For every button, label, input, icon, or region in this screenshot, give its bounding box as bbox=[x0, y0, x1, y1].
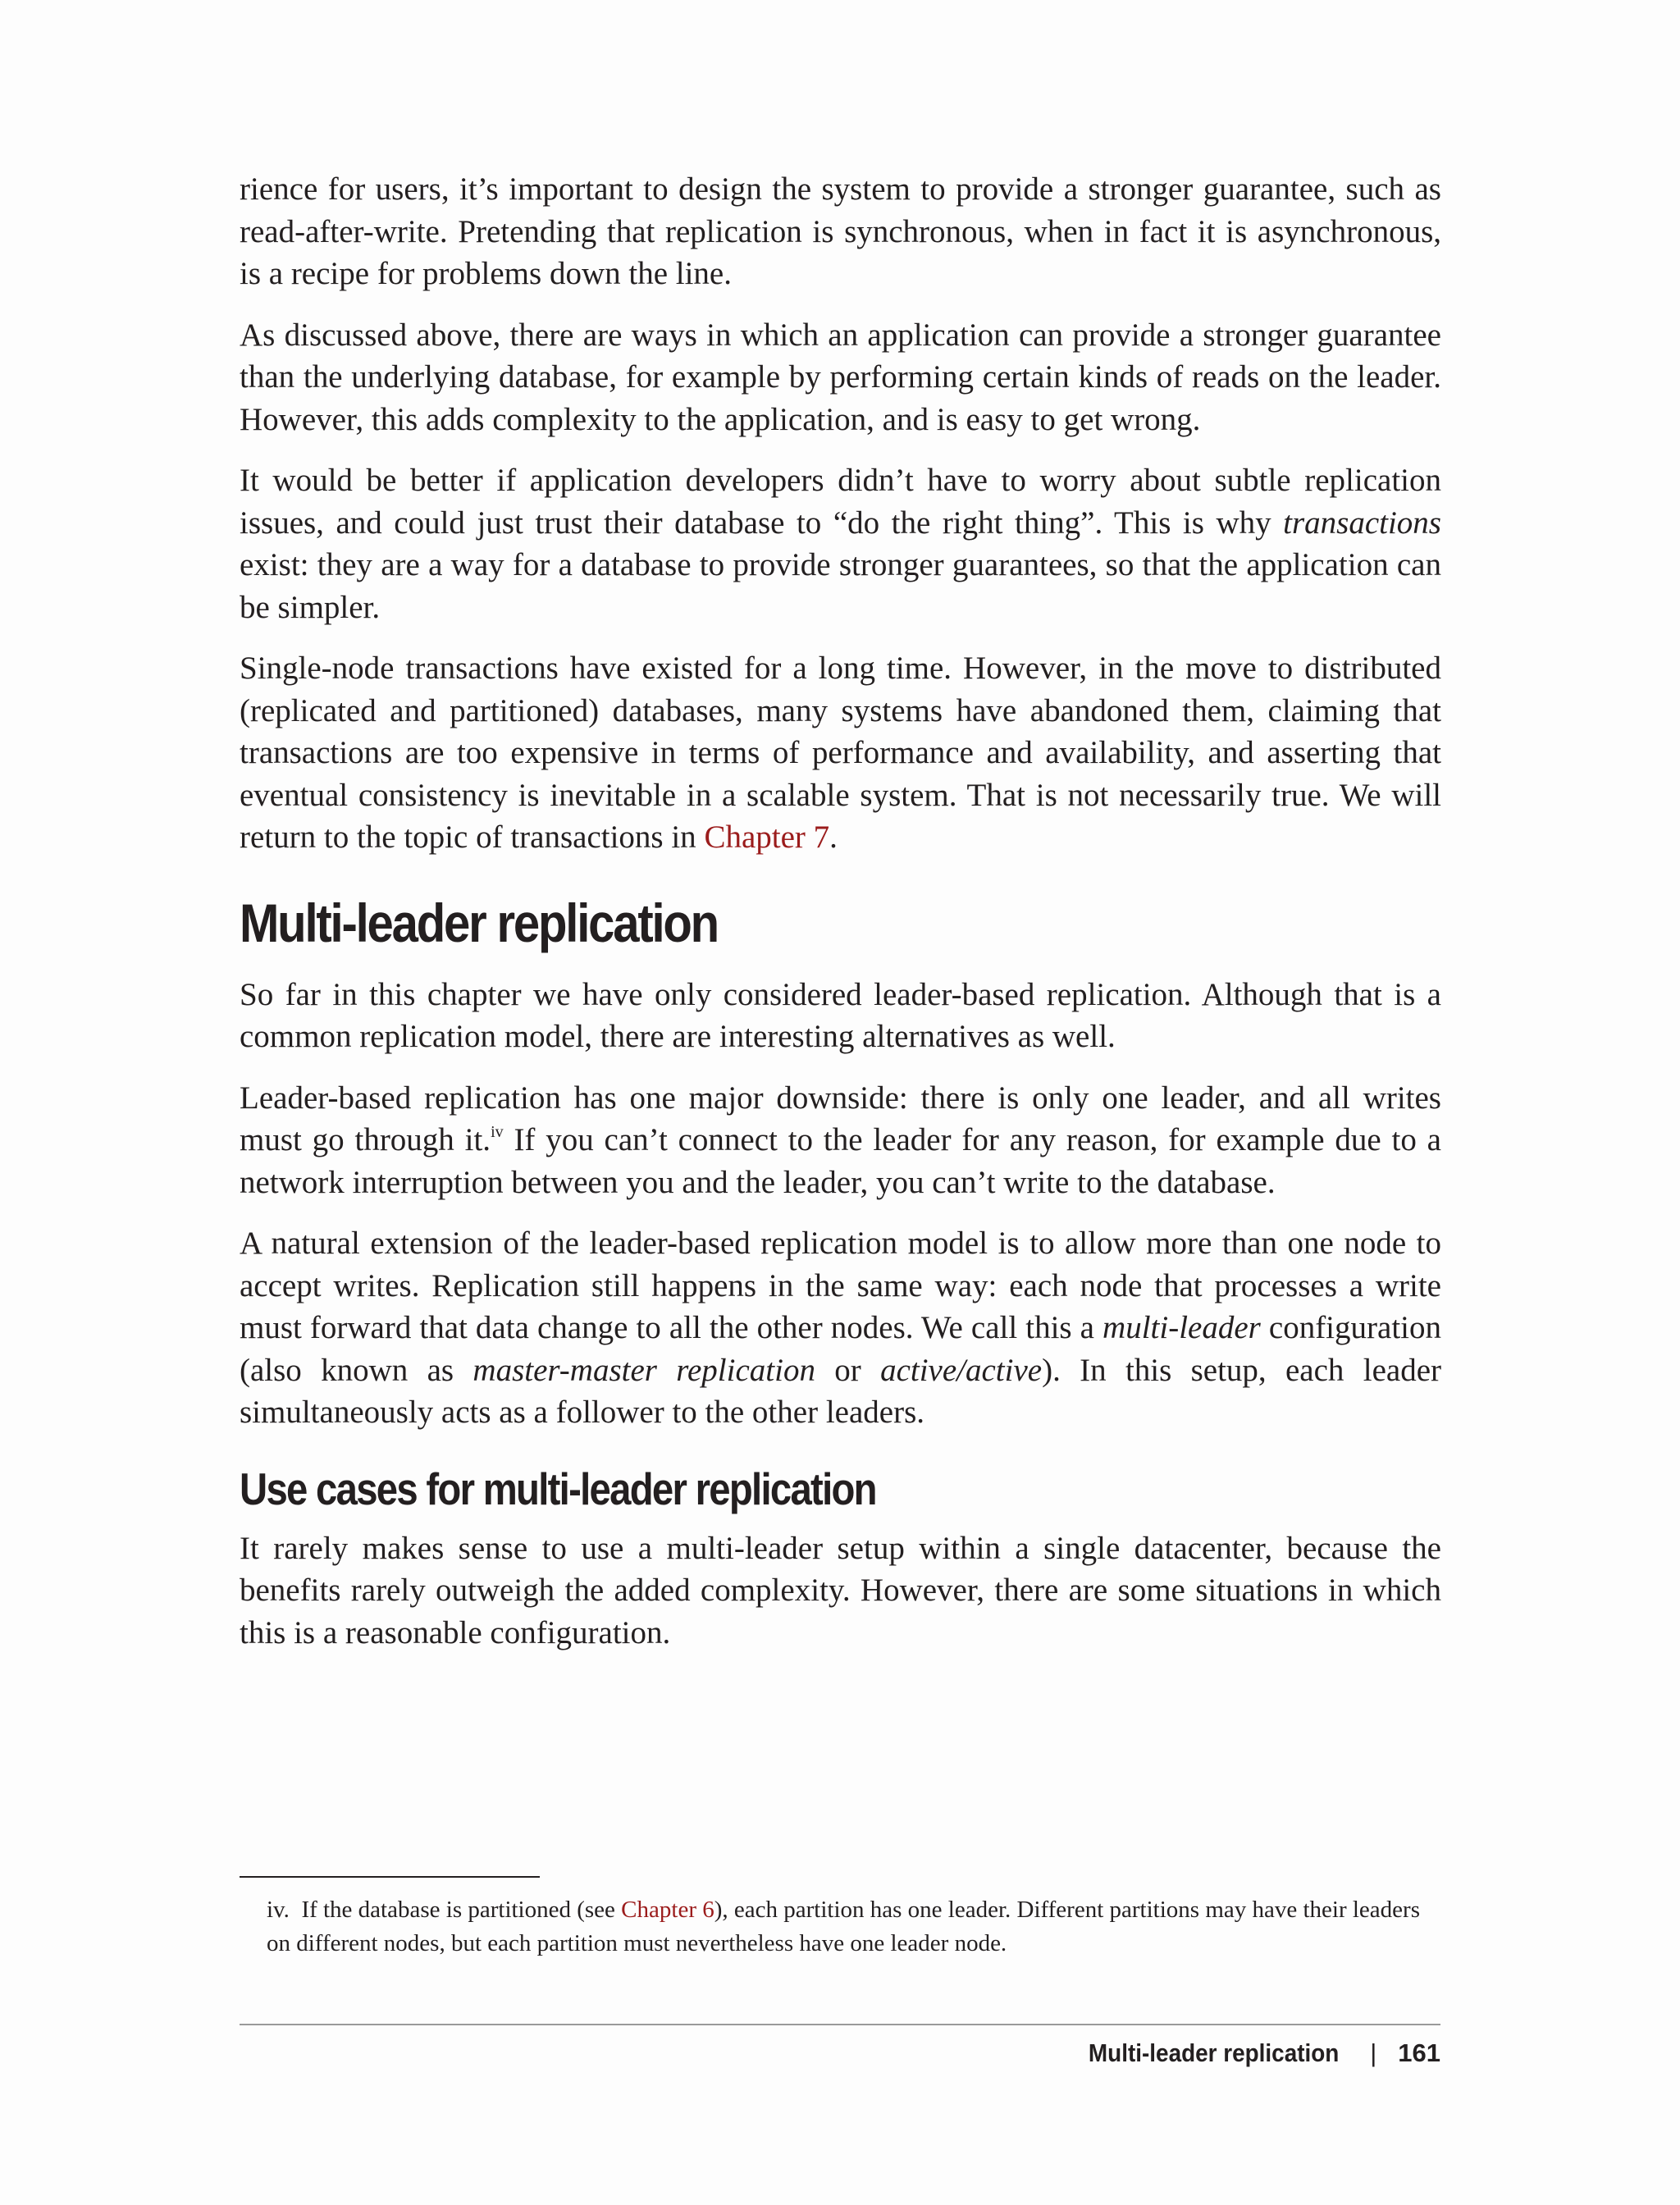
intro-paragraphs bbox=[240, 168, 1441, 859]
page-footer bbox=[1061, 2033, 1440, 2074]
text-run: It rarely makes sense to use a multi-leader setup within a single datacenter, because the benefits rarely outweigh the added complexity. However, there are some situations in which this is a reasonable configuration. bbox=[240, 1530, 1441, 1650]
text-run: As discussed above, there are ways in which an application can provide a stronger guarantee than the underlying database, for example by performing certain kinds of reads on the leader. However, this adds complexity to the application, and is easy to get wrong. bbox=[240, 317, 1441, 437]
page-number: 161 bbox=[1398, 2038, 1440, 2067]
text-run: Single-node transactions have existed for a long time. However, in the move to distributed (replicated and partitioned) databases, many systems have abandoned them, claiming that transactions are too expensive in terms of performance and availability, and asserting that eventual consistency is inevitable in a scalable system. That is not necessarily true. We will return to the topic of transactions in bbox=[240, 651, 1441, 855]
paragraph bbox=[240, 974, 1441, 1058]
emphasis-term: transactions bbox=[1283, 504, 1441, 541]
text-run: configuration (also known as bbox=[240, 1310, 1441, 1388]
page-body bbox=[240, 168, 1441, 1673]
paragraph bbox=[240, 314, 1441, 441]
text-run: rience for users, it’s important to design the system to provide a stronger guarantee, such as read-after-write. Pretending that replication is synchronous, when in fact it is asynchronous, is a recipe for problems down the line. bbox=[240, 171, 1441, 291]
footnote-marker: iv. bbox=[267, 1897, 290, 1923]
subsection-title: Use cases for multi-leader replication bbox=[240, 1463, 876, 1514]
footnote-divider bbox=[240, 1876, 540, 1878]
paragraph bbox=[240, 459, 1441, 628]
text-run: . bbox=[829, 819, 838, 855]
text-run: or bbox=[815, 1352, 881, 1388]
section-title: Multi-leader replication bbox=[240, 892, 718, 953]
footer-separator: | bbox=[1370, 2038, 1377, 2067]
text-run: ), each partition has one leader. Different partitions may have their leaders on different nodes, but each partition must nevertheless have one leader node. bbox=[267, 1897, 1420, 1956]
emphasis-term: master-master replication bbox=[472, 1352, 815, 1388]
paragraph bbox=[240, 1222, 1441, 1434]
footnote-reference[interactable]: iv bbox=[491, 1123, 504, 1141]
text-run: If you can’t connect to the leader for any reason, for example due to a network interruption between you and the leader, you can’t write to the database. bbox=[240, 1122, 1441, 1200]
section-paragraphs bbox=[240, 974, 1441, 1434]
paragraph bbox=[240, 1527, 1441, 1655]
text-run: ). In this setup, each leader simultaneously acts as a follower to the other leaders. bbox=[240, 1352, 1441, 1430]
subsection-paragraphs bbox=[240, 1527, 1441, 1655]
text-run: It would be better if application developers didn’t have to worry about subtle replication issues, and could just trust their database to “do the right thing”. This is why bbox=[240, 463, 1441, 541]
paragraph bbox=[240, 647, 1441, 859]
footer-divider bbox=[240, 2024, 1440, 2025]
text-run: So far in this chapter we have only considered leader-based replication. Although that is a common replication model, there are interesting alternatives as well. bbox=[240, 976, 1441, 1054]
chapter-link[interactable]: Chapter 6 bbox=[621, 1897, 714, 1923]
paragraph bbox=[240, 168, 1441, 295]
text-run: A natural extension of the leader-based replication model is to allow more than one node to accept writes. Replication still happens in the same way: each node that processes a write must forward that data change to all the other nodes. We call this a bbox=[240, 1226, 1441, 1345]
paragraph bbox=[240, 1077, 1441, 1204]
footnote-text bbox=[267, 1897, 1420, 1956]
text-run: Leader-based replication has one major downside: there is only one leader, and all writes must go through it. bbox=[240, 1080, 1441, 1157]
emphasis-term: active/active bbox=[880, 1352, 1043, 1388]
chapter-link[interactable]: Chapter 7 bbox=[704, 819, 830, 855]
text-run: exist: they are a way for a database to provide stronger guarantees, so that the application can be simpler. bbox=[240, 547, 1441, 625]
running-title: Multi-leader replication bbox=[1088, 2038, 1340, 2067]
footnote bbox=[267, 1893, 1440, 1961]
text-run: If the database is partitioned (see bbox=[301, 1897, 622, 1923]
emphasis-term: multi-leader bbox=[1102, 1310, 1261, 1345]
